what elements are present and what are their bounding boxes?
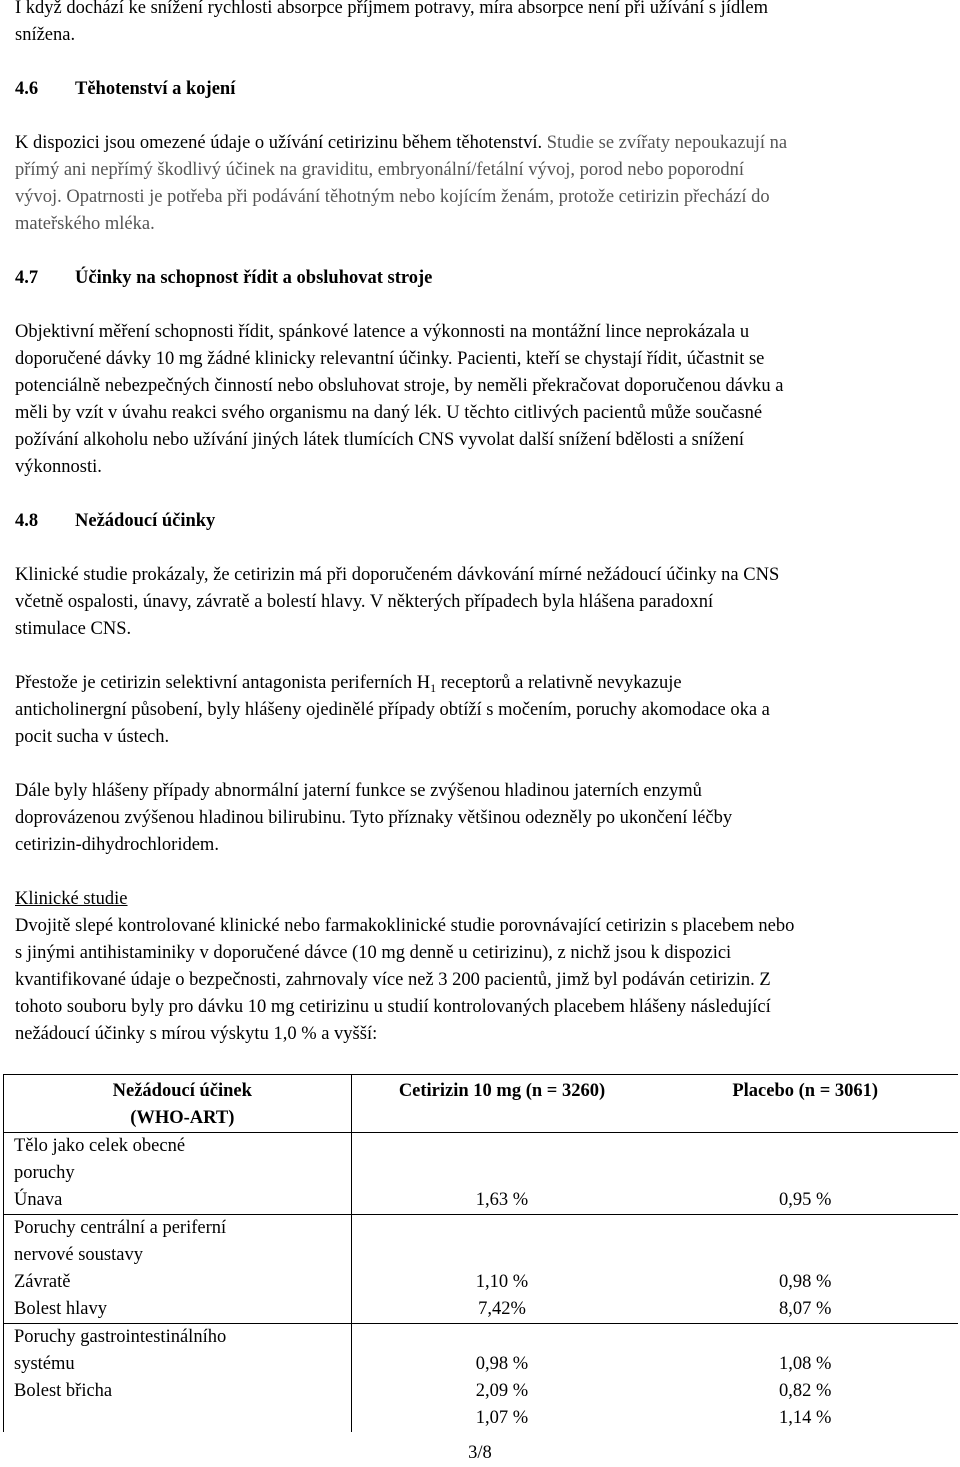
adverse-paragraph-1 — [15, 562, 945, 643]
placebo-value: 8,07 % — [778, 1299, 832, 1319]
document-page — [15, 0, 945, 1048]
group-label-line: Poruchy gastrointestinálního — [14, 1327, 227, 1347]
studies-line: Dvojitě slepé kontrolované klinické nebo farmakoklinické studie porovnávající cetirizin s placebem nebo — [15, 916, 795, 936]
cetirizine-value: 1,10 % — [475, 1272, 529, 1292]
section-title: Účinky na schopnost řídit a obsluhovat stroje — [75, 268, 433, 288]
section-number: 4.7 — [15, 268, 39, 288]
driving-line: měli by vzít v úvahu reakci svého organismu na daný lék. U těchto citlivých pacientů může současné — [15, 403, 763, 423]
driving-line: požívání alkoholu nebo užívání jiných látek tlumících CNS vyvolat další snížení bdělosti a snížení — [15, 430, 745, 450]
header-effect — [4, 1075, 352, 1133]
cetirizine-value: 1,63 % — [475, 1190, 529, 1210]
section-title: Těhotenství a kojení — [75, 79, 236, 99]
section-number: 4.8 — [15, 511, 39, 531]
intro-line-1: I když dochází ke snížení rychlosti absorpce příjmem potravy, míra absorpce není při užívání s jídlem — [15, 0, 768, 18]
driving-line: potenciálně nebezpečných činností nebo obsluhovat stroje, by neměli překračovat doporučenou dávku a — [15, 376, 784, 396]
placebo-value: 1,08 % — [778, 1354, 832, 1374]
adverse-line: receptorů a relativně nevykazuje — [436, 673, 682, 693]
effect-name: Únava — [14, 1190, 63, 1210]
adverse-paragraph-2 — [15, 670, 945, 751]
driving-line: výkonnosti. — [15, 457, 102, 477]
driving-line: Objektivní měření schopnosti řídit, spánkové latence a výkonnosti na montážní lince neprokázala u — [15, 322, 750, 342]
adverse-line: Dále byly hlášeny případy abnormální jaterní funkce se zvýšenou hladinou jaterních enzymů — [15, 781, 702, 801]
driving-paragraph — [15, 319, 945, 481]
section-number: 4.6 — [15, 79, 39, 99]
placebo-cell — [652, 1215, 958, 1324]
group-label-line: systému — [14, 1354, 75, 1374]
placebo-value: 0,82 % — [778, 1381, 832, 1401]
header-effect-line-2: (WHO-ART) — [130, 1108, 235, 1128]
clinical-studies-paragraph — [15, 886, 945, 1048]
table-row — [4, 1324, 959, 1433]
header-effect-line-1: Nežádoucí účinek — [112, 1081, 252, 1101]
section-4-6-heading — [15, 76, 945, 103]
page-number: 3/8 — [468, 1443, 492, 1463]
studies-line: nežádoucí účinky s mírou výskytu 1,0 % a vyšší: — [15, 1024, 378, 1044]
adverse-line: včetně ospalosti, únavy, závratě a bolestí hlavy. V některých případech byla hlášena paradoxní — [15, 592, 714, 612]
placebo-value: 1,14 % — [778, 1408, 832, 1428]
intro-paragraph — [15, 0, 945, 49]
pregnancy-text-2: Studie se zvířaty nepoukazují na — [542, 133, 788, 153]
pregnancy-text-1: K dispozici jsou omezené údaje o užívání cetirizinu během těhotenství. — [15, 133, 543, 153]
cetirizine-cell — [351, 1133, 652, 1215]
effect-name: Závratě — [14, 1272, 71, 1292]
placebo-value: 0,98 % — [778, 1272, 832, 1292]
cetirizine-value: 7,42% — [478, 1299, 526, 1319]
cetirizine-value: 0,98 % — [475, 1354, 529, 1374]
cetirizine-value: 2,09 % — [475, 1381, 529, 1401]
cetirizine-cell — [351, 1324, 652, 1433]
table-header-row — [4, 1075, 959, 1133]
group-label — [4, 1215, 352, 1324]
header-cetirizine: Cetirizin 10 mg (n = 3260) — [398, 1081, 606, 1101]
adverse-paragraph-3 — [15, 778, 945, 859]
pregnancy-text-5: Opatrnosti je potřeba při podávání těhotným nebo kojícím ženám, protože cetirizin přechází do — [61, 187, 770, 207]
group-label-line: nervové soustavy — [14, 1245, 143, 1265]
cetirizine-cell — [351, 1215, 652, 1324]
driving-line: doporučené dávky 10 mg žádné klinicky relevantní účinky. Pacienti, kteří se chystají řídit, účastnit se — [15, 349, 765, 369]
adverse-line: stimulace CNS. — [15, 619, 132, 639]
effect-name: Bolest břicha — [14, 1381, 113, 1401]
studies-line: tohoto souboru byly pro dávku 10 mg cetirizinu u studií kontrolovaných placebem hlášeny následující — [15, 997, 771, 1017]
placebo-cell — [652, 1324, 958, 1433]
adverse-line: cetirizin-dihydrochloridem. — [15, 835, 219, 855]
section-title: Nežádoucí účinky — [75, 511, 216, 531]
pregnancy-text-3: přímý ani nepřímý škodlivý účinek na graviditu, embryonální/fetální vývoj, porod nebo poporodní — [15, 160, 745, 180]
group-label — [4, 1133, 352, 1215]
section-4-8-heading — [15, 508, 945, 535]
adverse-line: Přestože je cetirizin selektivní antagonista periferních H — [15, 673, 431, 693]
group-label-line: Poruchy centrální a periferní — [14, 1218, 227, 1238]
adverse-line: anticholinergní působení, byly hlášeny ojedinělé případy obtíží s močením, poruchy akomodace oka a — [15, 700, 770, 720]
pregnancy-text-4: vývoj. — [15, 187, 62, 207]
adverse-line: Klinické studie prokázaly, že cetirizin má při doporučeném dávkování mírné nežádoucí účinky na CNS — [15, 565, 780, 585]
adverse-effects-table — [3, 1074, 958, 1432]
header-placebo: Placebo (n = 3061) — [732, 1081, 879, 1101]
pregnancy-text-6: mateřského mléka. — [15, 214, 155, 234]
section-4-7-heading — [15, 265, 945, 292]
group-label-line: Tělo jako celek obecné — [14, 1136, 186, 1156]
cetirizine-value: 1,07 % — [475, 1408, 529, 1428]
placebo-cell — [652, 1133, 958, 1215]
effect-name: Bolest hlavy — [14, 1299, 108, 1319]
clinical-studies-heading: Klinické studie — [15, 889, 128, 909]
subscript-one: 1 — [430, 681, 437, 695]
placebo-value: 0,95 % — [778, 1190, 832, 1210]
group-label-line: poruchy — [14, 1163, 75, 1183]
studies-line: kvantifikované údaje o bezpečnosti, zahrnovaly více než 3 200 pacientů, jimž byl podáván cetirizin. Z — [15, 970, 771, 990]
table-row — [4, 1133, 959, 1215]
group-label — [4, 1324, 352, 1433]
table-row — [4, 1215, 959, 1324]
studies-line: s jinými antihistaminiky v doporučené dávce (10 mg denně u cetirizinu), z nichž jsou k dispozici — [15, 943, 732, 963]
pregnancy-paragraph — [15, 130, 945, 238]
intro-line-2: snížena. — [15, 25, 76, 45]
adverse-line: pocit sucha v ústech. — [15, 727, 170, 747]
adverse-line: doprovázenou zvýšenou hladinou bilirubinu. Tyto příznaky většinou odezněly po ukončení léčby — [15, 808, 733, 828]
